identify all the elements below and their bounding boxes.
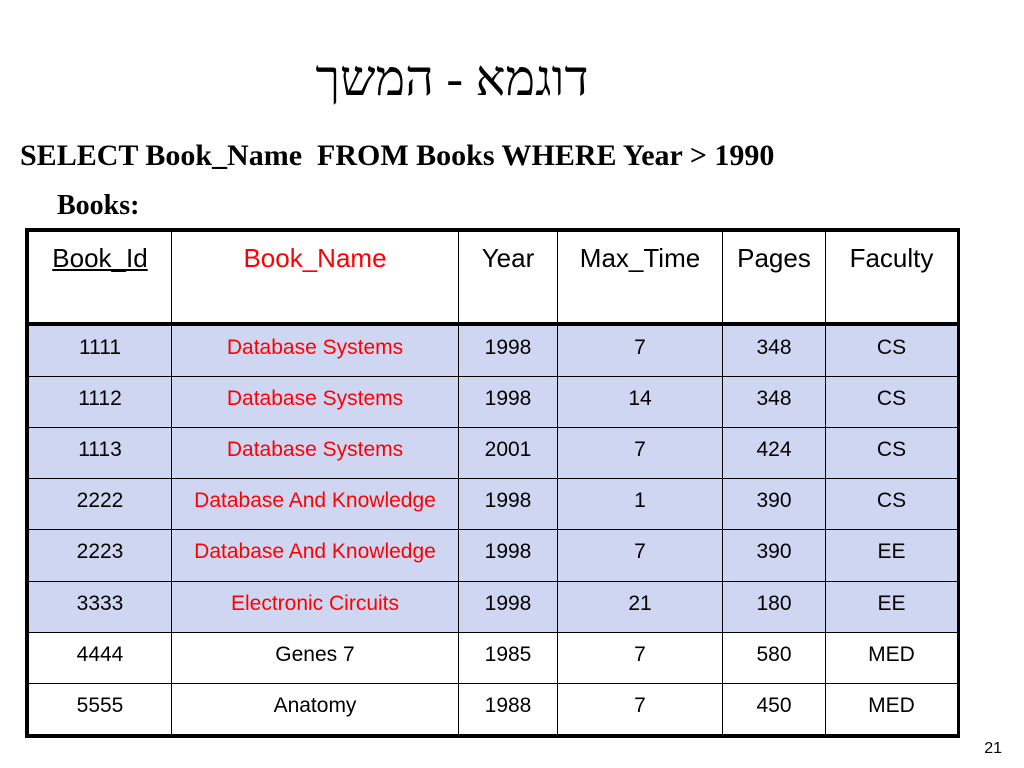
cell-book-id: 1112 [29,377,172,428]
sql-query: SELECT Book_Name FROM Books WHERE Year > 1990 [20,139,775,172]
cell-faculty: CS [826,428,958,479]
table-header-row [29,232,958,324]
cell-max-time: 1 [558,479,723,530]
cell-book-id: 4444 [29,632,172,683]
cell-year: 1998 [459,324,558,377]
cell-pages: 580 [723,632,826,683]
cell-book-id: 2222 [29,479,172,530]
cell-pages: 180 [723,581,826,632]
cell-book-name: Anatomy [172,683,459,734]
cell-max-time: 7 [558,530,723,581]
books-table-container [25,228,960,738]
cell-faculty: MED [826,632,958,683]
header-book-name: Book_Name [172,232,459,324]
cell-max-time: 21 [558,581,723,632]
cell-pages: 348 [723,324,826,377]
cell-pages: 424 [723,428,826,479]
cell-faculty: CS [826,324,958,377]
cell-faculty: EE [826,530,958,581]
cell-year: 1998 [459,530,558,581]
cell-book-id: 1111 [29,324,172,377]
cell-book-name: Database And Knowledge [172,479,459,530]
cell-pages: 390 [723,530,826,581]
cell-year: 1988 [459,683,558,734]
cell-book-name: Database Systems [172,377,459,428]
cell-max-time: 7 [558,428,723,479]
cell-year: 1998 [459,581,558,632]
cell-book-name: Genes 7 [172,632,459,683]
cell-pages: 450 [723,683,826,734]
header-book-id: Book_Id [29,232,172,324]
cell-max-time: 7 [558,632,723,683]
table-row [29,324,958,377]
table-row [29,530,958,581]
cell-book-name: Database And Knowledge [172,530,459,581]
cell-book-name: Database Systems [172,428,459,479]
cell-year: 1985 [459,632,558,683]
cell-year: 2001 [459,428,558,479]
table-label: Books: [57,190,140,221]
header-faculty: Faculty [826,232,958,324]
cell-pages: 390 [723,479,826,530]
table-row [29,581,958,632]
cell-book-name: Electronic Circuits [172,581,459,632]
table-row [29,479,958,530]
cell-book-id: 5555 [29,683,172,734]
cell-book-name: Database Systems [172,324,459,377]
header-year: Year [459,232,558,324]
books-table [28,231,958,735]
cell-max-time: 14 [558,377,723,428]
page-number: 21 [984,740,1002,757]
table-row [29,683,958,734]
table-row [29,377,958,428]
header-max-time: Max_Time [558,232,723,324]
slide-title-text: דוגמא - המשך [315,50,589,106]
cell-book-id: 3333 [29,581,172,632]
cell-faculty: MED [826,683,958,734]
cell-max-time: 7 [558,324,723,377]
cell-year: 1998 [459,377,558,428]
cell-year: 1998 [459,479,558,530]
table-row [29,632,958,683]
cell-book-id: 1113 [29,428,172,479]
header-pages: Pages [723,232,826,324]
cell-max-time: 7 [558,683,723,734]
cell-pages: 348 [723,377,826,428]
slide-title [0,48,1024,108]
cell-faculty: CS [826,479,958,530]
cell-faculty: CS [826,377,958,428]
table-row [29,428,958,479]
cell-book-id: 2223 [29,530,172,581]
cell-faculty: EE [826,581,958,632]
